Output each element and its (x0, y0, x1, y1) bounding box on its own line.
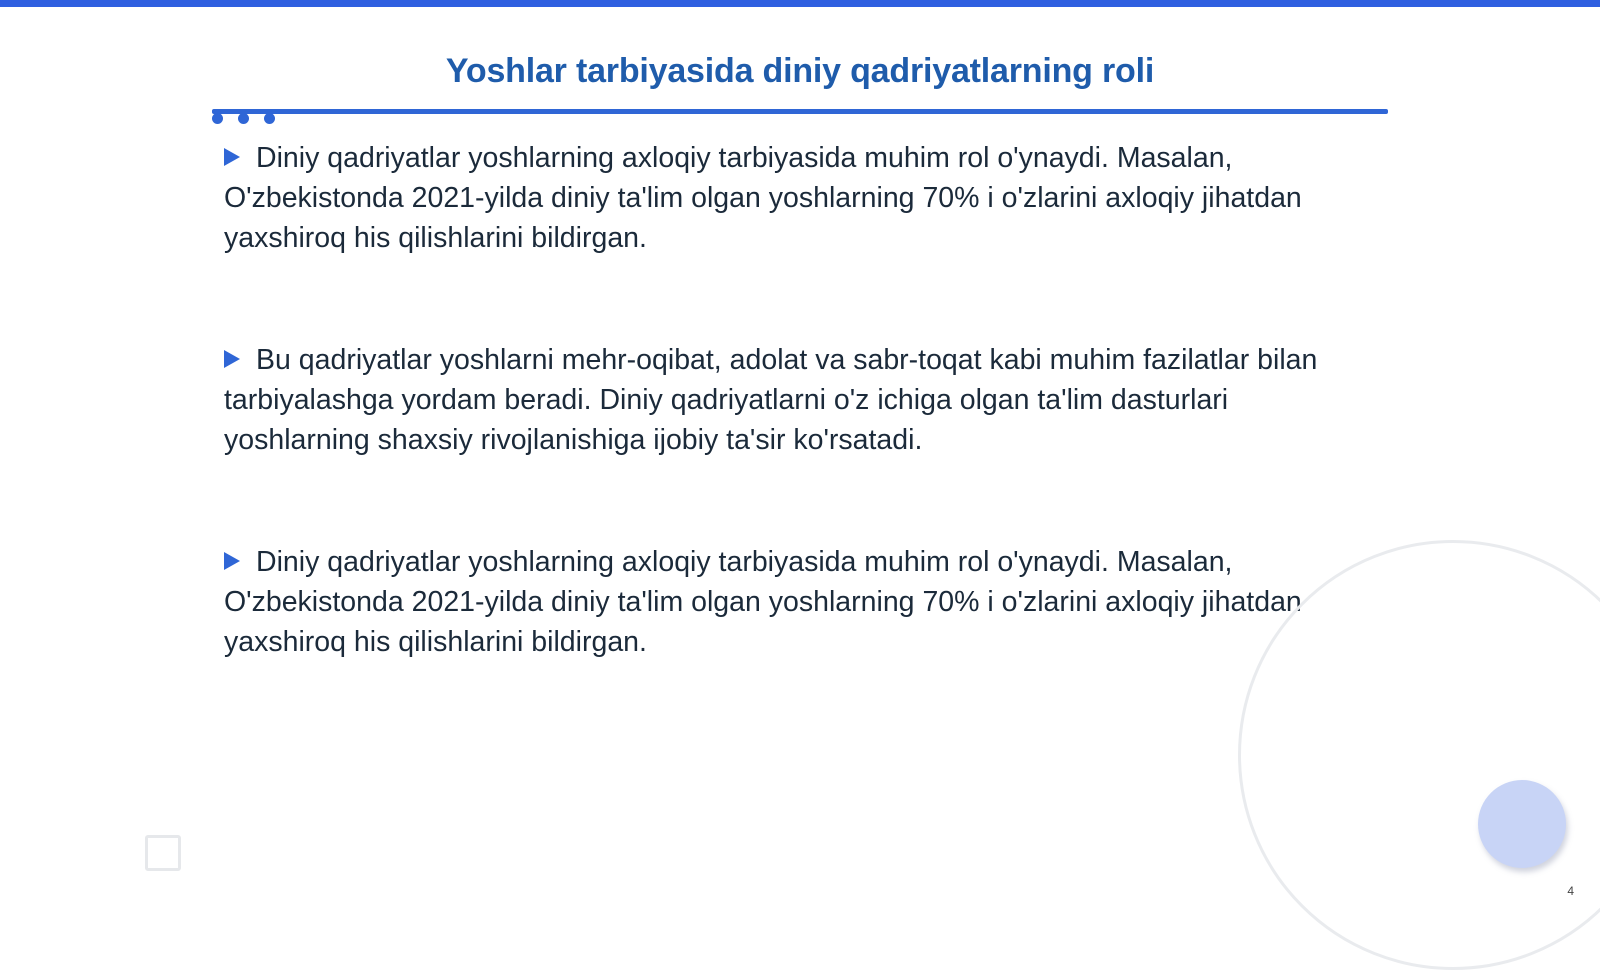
title-underline-dot (212, 113, 223, 124)
slide-title: Yoshlar tarbiyasida diniy qadriyatlarning roli (445, 52, 1155, 90)
bullet-paragraph (224, 542, 1354, 662)
bullet-text: Diniy qadriyatlar yoshlarning axloqiy tarbiyasida muhim rol o'ynaydi. Masalan, O'zbekistonda 2021-yilda diniy ta'lim olgan yoshlarning 70% i o'zlarini axloqiy jihatdan yaxshiroq his qilishlarini bildirgan. (224, 546, 1302, 658)
title-underline (212, 109, 1388, 114)
slide-body (224, 138, 1354, 744)
page-number: 4 (1567, 884, 1574, 898)
bullet-text: Diniy qadriyatlar yoshlarning axloqiy tarbiyasida muhim rol o'ynaydi. Masalan, O'zbekistonda 2021-yilda diniy ta'lim olgan yoshlarning 70% i o'zlarini axloqiy jihatdan yaxshiroq his qilishlarini bildirgan. (224, 142, 1302, 254)
title-underline-dot (264, 113, 275, 124)
triangle-right-icon (224, 148, 240, 166)
decorative-blue-circle (1478, 780, 1566, 868)
top-accent-bar (0, 0, 1600, 7)
decorative-square (145, 835, 181, 871)
bullet-paragraph (224, 340, 1354, 460)
triangle-right-icon (224, 552, 240, 570)
triangle-right-icon (224, 350, 240, 368)
title-underline-dot (238, 113, 249, 124)
bullet-text: Bu qadriyatlar yoshlarni mehr-oqibat, adolat va sabr-toqat kabi muhim fazilatlar bilan tarbiyalashga yordam beradi. Diniy qadriyatlarni o'z ichiga olgan ta'lim dasturlari yoshlarning shaxsiy rivojlanishiga ijobiy ta'sir ko'rsatadi. (224, 344, 1318, 456)
bullet-paragraph (224, 138, 1354, 258)
